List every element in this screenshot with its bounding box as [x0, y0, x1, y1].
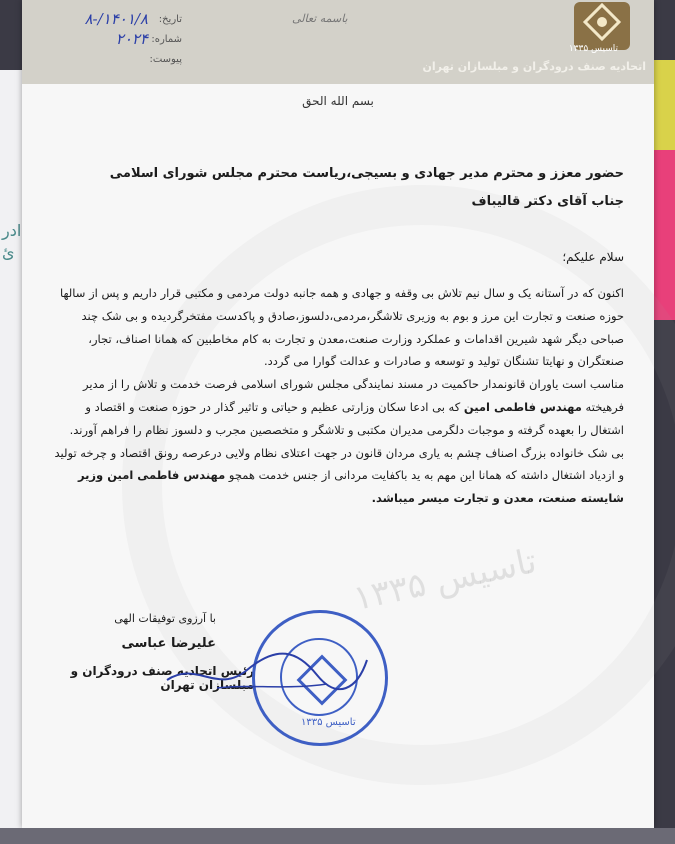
union-logo — [574, 2, 630, 50]
logo-year: تاسیس ۱۳۳۵ — [568, 44, 618, 54]
letter-body — [49, 282, 624, 510]
union-logo-emblem-icon — [574, 2, 630, 50]
addressee-line-1: حضور معزز و محترم مدیر جهادی و بسیجی،ریاست محترم مجلس شورای اسلامی — [109, 166, 624, 181]
paragraph-3-bold: مهندس فاطمی امین وزیر شایسته صنعت، معدن و تجارت میسر میباشد. — [77, 468, 624, 506]
paragraph-3 — [49, 442, 624, 510]
handwritten-signature — [157, 640, 377, 700]
number-row — [52, 30, 182, 50]
paragraph-2-bold: مهندس فاطمی امین — [463, 399, 582, 414]
date-value: ۱۴۰۱/۸/-۸ — [84, 10, 148, 28]
date-label: تاریخ: — [158, 14, 182, 25]
paragraph-3-text: بی شک خانواده بزرگ اصناف چشم به یاری مردان قانون در جهت اعتلای نظام ولایی درعرصه رونق اقتصاد و چرخه تولید و ازدیاد اشتغال داشته که همانا این مهم به ید باکفایت مردانی از جنس خدمت همچو — [54, 445, 624, 483]
greeting: سلام علیکم؛ — [562, 250, 624, 264]
signer-name: علیرضا عباسی — [121, 636, 216, 651]
number-value: ۲۰۲۴ — [115, 30, 148, 48]
paragraph-2-text: مناسب است یاوران قانونمدار حاکمیت در مسند نمایندگی مجلس شورای اسلامی فرصت خدمت و تلاش را از مدیر فرهیخته — [83, 377, 624, 414]
date-row — [52, 10, 182, 30]
bottom-background — [0, 828, 675, 844]
closing: با آرزوی توفیقات الهی — [114, 612, 216, 625]
background-paper-left: ادر ئ — [0, 70, 30, 844]
letterhead-mark: باسمه تعالی — [292, 12, 348, 25]
basmala: بسم الله الحق — [302, 94, 374, 108]
attachment-label: پیوست: — [149, 54, 182, 65]
signer-title: رئیس اتحادیه صنف درودگران و مبلسازان تهران — [70, 664, 254, 692]
org-name: اتحادیه صنف درودگران و مبلسازان تهران — [422, 60, 646, 73]
letterhead-band — [22, 0, 654, 84]
letter-page — [22, 0, 654, 828]
number-label: شماره: — [151, 34, 182, 45]
paragraph-2 — [49, 373, 624, 441]
letter-meta — [52, 10, 182, 80]
stamp-year: تاسیس ۱۳۳۵ — [301, 717, 356, 728]
paragraph-2-text-end: که بی ادعا سکان وزارتی عظیم و حیاتی و تاثیر گذار در حوزه صنعت و اقتصاد و اشتغال را بعهده گرفته و موجبات دلگرمی مدیران مکتبی و تلاشگر و متخصصین مجرب و دلسوز نظام را فراهم آورند. — [69, 399, 624, 437]
watermark-text: تاسیس ۱۳۳۵ — [349, 541, 540, 619]
paragraph-1: اکنون که در آستانه یک و سال نیم تلاش بی وقفه و جهادی و همه جانبه دولت مردمی و مکتبی قرار داریم و پس از سالها حوزه صنعت و تجارت این مرز و بوم به وزیری تلاشگر،مردمی،دلسوز،صادق و پاکدست مفتخرگردیده و بی شک چند صباحی دیگر شهد شیرین اقدامات و عملکرد وزارت صنعت،معدن و تجارت به کام مخاطبین که همانا اصناف، تجار، صنعتگران و نهایتا تشنگان تولید و توسعه و صادرات و عدالت گوارا می گردد. — [59, 286, 624, 369]
addressee-line-2: جناب آقای دکتر قالیباف — [471, 194, 624, 209]
attachment-row — [52, 50, 182, 70]
